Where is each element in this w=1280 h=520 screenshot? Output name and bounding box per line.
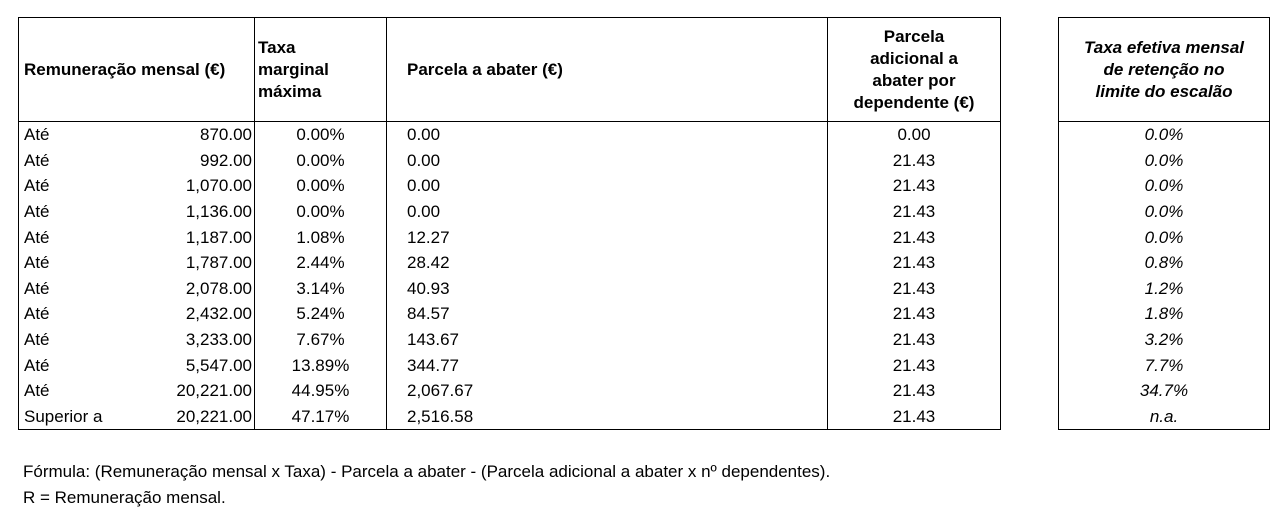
- row-label: Até: [19, 352, 145, 378]
- row-efetiva: 0.8%: [1059, 250, 1270, 276]
- row-remuneracao: 1,787.00: [144, 250, 255, 276]
- table-row: [1059, 173, 1270, 199]
- row-label: Até: [19, 173, 145, 199]
- table-row: [19, 173, 1001, 199]
- row-efetiva: n.a.: [1059, 404, 1270, 430]
- row-remuneracao: 3,233.00: [144, 327, 255, 353]
- table-row: [1059, 404, 1270, 430]
- row-taxa: 44.95%: [255, 378, 387, 404]
- row-remuneracao: 5,547.00: [144, 352, 255, 378]
- header-taxa-line: marginal: [258, 59, 329, 79]
- row-parcela: 2,516.58: [387, 404, 828, 430]
- row-efetiva: 1.2%: [1059, 276, 1270, 302]
- row-remuneracao: 20,221.00: [144, 378, 255, 404]
- row-efetiva: 0.0%: [1059, 224, 1270, 250]
- table-row: [19, 199, 1001, 225]
- row-parcela: 2,067.67: [387, 378, 828, 404]
- row-efetiva: 0.0%: [1059, 148, 1270, 174]
- header-dependente-line: abater por: [872, 70, 956, 90]
- row-remuneracao: 20,221.00: [144, 404, 255, 430]
- row-efetiva: 0.0%: [1059, 173, 1270, 199]
- row-dependente: 21.43: [828, 148, 1001, 174]
- row-taxa: 47.17%: [255, 404, 387, 430]
- row-taxa: 7.67%: [255, 327, 387, 353]
- table-row: [19, 276, 1001, 302]
- notes: [23, 459, 830, 511]
- table-row: [1059, 327, 1270, 353]
- row-taxa: 3.14%: [255, 276, 387, 302]
- table-row: [1059, 301, 1270, 327]
- header-dependente-line: Parcela: [883, 26, 945, 46]
- row-dependente: 21.43: [828, 250, 1001, 276]
- row-remuneracao: 992.00: [144, 148, 255, 174]
- row-parcela: 344.77: [387, 352, 828, 378]
- row-dependente: 21.43: [828, 224, 1001, 250]
- header-remuneracao: Remuneração mensal (€): [19, 18, 255, 122]
- row-label: Superior a: [19, 404, 145, 430]
- row-parcela: 143.67: [387, 327, 828, 353]
- row-dependente: 21.43: [828, 327, 1001, 353]
- header-efetiva-line: Taxa efetiva mensal: [1083, 37, 1244, 57]
- table-row: [19, 250, 1001, 276]
- header-efetiva-line: de retenção no: [1103, 59, 1225, 79]
- table-row: [19, 404, 1001, 430]
- row-remuneracao: 2,432.00: [144, 301, 255, 327]
- row-parcela: 40.93: [387, 276, 828, 302]
- row-label: Até: [19, 378, 145, 404]
- row-label: Até: [19, 327, 145, 353]
- header-row: [1059, 18, 1270, 122]
- header-dependente-line: dependente (€): [853, 92, 975, 112]
- r-note: R = Remuneração mensal.: [23, 488, 226, 507]
- table-row: [19, 224, 1001, 250]
- table-row: [1059, 224, 1270, 250]
- table-row: [1059, 148, 1270, 174]
- formula-note: Fórmula: (Remuneração mensal x Taxa) - Parcela a abater - (Parcela adicional a abater x nº dependentes).: [23, 462, 831, 481]
- row-dependente: 21.43: [828, 378, 1001, 404]
- row-efetiva: 0.0%: [1059, 122, 1270, 148]
- row-remuneracao: 2,078.00: [144, 276, 255, 302]
- row-dependente: 21.43: [828, 199, 1001, 225]
- row-dependente: 21.43: [828, 276, 1001, 302]
- row-remuneracao: 1,136.00: [144, 199, 255, 225]
- row-dependente: 0.00: [828, 122, 1001, 148]
- row-taxa: 0.00%: [255, 199, 387, 225]
- row-parcela: 0.00: [387, 173, 828, 199]
- row-parcela: 28.42: [387, 250, 828, 276]
- row-label: Até: [19, 199, 145, 225]
- row-efetiva: 0.0%: [1059, 199, 1270, 225]
- table-row: [19, 122, 1001, 148]
- row-taxa: 5.24%: [255, 301, 387, 327]
- table-row: [1059, 352, 1270, 378]
- row-remuneracao: 1,070.00: [144, 173, 255, 199]
- table-row: [19, 301, 1001, 327]
- table-row: [19, 352, 1001, 378]
- row-efetiva: 3.2%: [1059, 327, 1270, 353]
- header-parcela: Parcela a abater (€): [387, 18, 828, 122]
- row-efetiva: 1.8%: [1059, 301, 1270, 327]
- row-efetiva: 34.7%: [1059, 378, 1270, 404]
- table-row: [1059, 276, 1270, 302]
- row-label: Até: [19, 250, 145, 276]
- row-label: Até: [19, 301, 145, 327]
- withholding-tax-table: [18, 17, 1001, 430]
- row-parcela: 84.57: [387, 301, 828, 327]
- row-parcela: 0.00: [387, 199, 828, 225]
- row-efetiva: 7.7%: [1059, 352, 1270, 378]
- table-row: [19, 327, 1001, 353]
- row-taxa: 2.44%: [255, 250, 387, 276]
- table-row: [1059, 199, 1270, 225]
- row-label: Até: [19, 276, 145, 302]
- row-taxa: 0.00%: [255, 173, 387, 199]
- table-row: [1059, 378, 1270, 404]
- row-dependente: 21.43: [828, 301, 1001, 327]
- row-parcela: 12.27: [387, 224, 828, 250]
- row-label: Até: [19, 224, 145, 250]
- row-label: Até: [19, 122, 145, 148]
- row-taxa: 0.00%: [255, 148, 387, 174]
- header-taxa: [255, 18, 387, 122]
- header-efetiva-line: limite do escalão: [1095, 81, 1233, 101]
- table-row: [19, 148, 1001, 174]
- row-parcela: 0.00: [387, 148, 828, 174]
- row-dependente: 21.43: [828, 173, 1001, 199]
- header-efetiva: [1059, 18, 1270, 122]
- row-dependente: 21.43: [828, 404, 1001, 430]
- header-row: [19, 18, 1001, 122]
- header-taxa-line: Taxa: [258, 37, 296, 57]
- row-taxa: 1.08%: [255, 224, 387, 250]
- table-row: [1059, 250, 1270, 276]
- row-remuneracao: 1,187.00: [144, 224, 255, 250]
- table-row: [1059, 122, 1270, 148]
- header-dependente-line: adicional a: [870, 48, 958, 68]
- header-taxa-line: máxima: [258, 81, 322, 101]
- row-remuneracao: 870.00: [144, 122, 255, 148]
- header-dependente: [828, 18, 1001, 122]
- row-taxa: 0.00%: [255, 122, 387, 148]
- effective-rate-table: [1058, 17, 1270, 430]
- row-parcela: 0.00: [387, 122, 828, 148]
- row-label: Até: [19, 148, 145, 174]
- table-row: [19, 378, 1001, 404]
- row-taxa: 13.89%: [255, 352, 387, 378]
- row-dependente: 21.43: [828, 352, 1001, 378]
